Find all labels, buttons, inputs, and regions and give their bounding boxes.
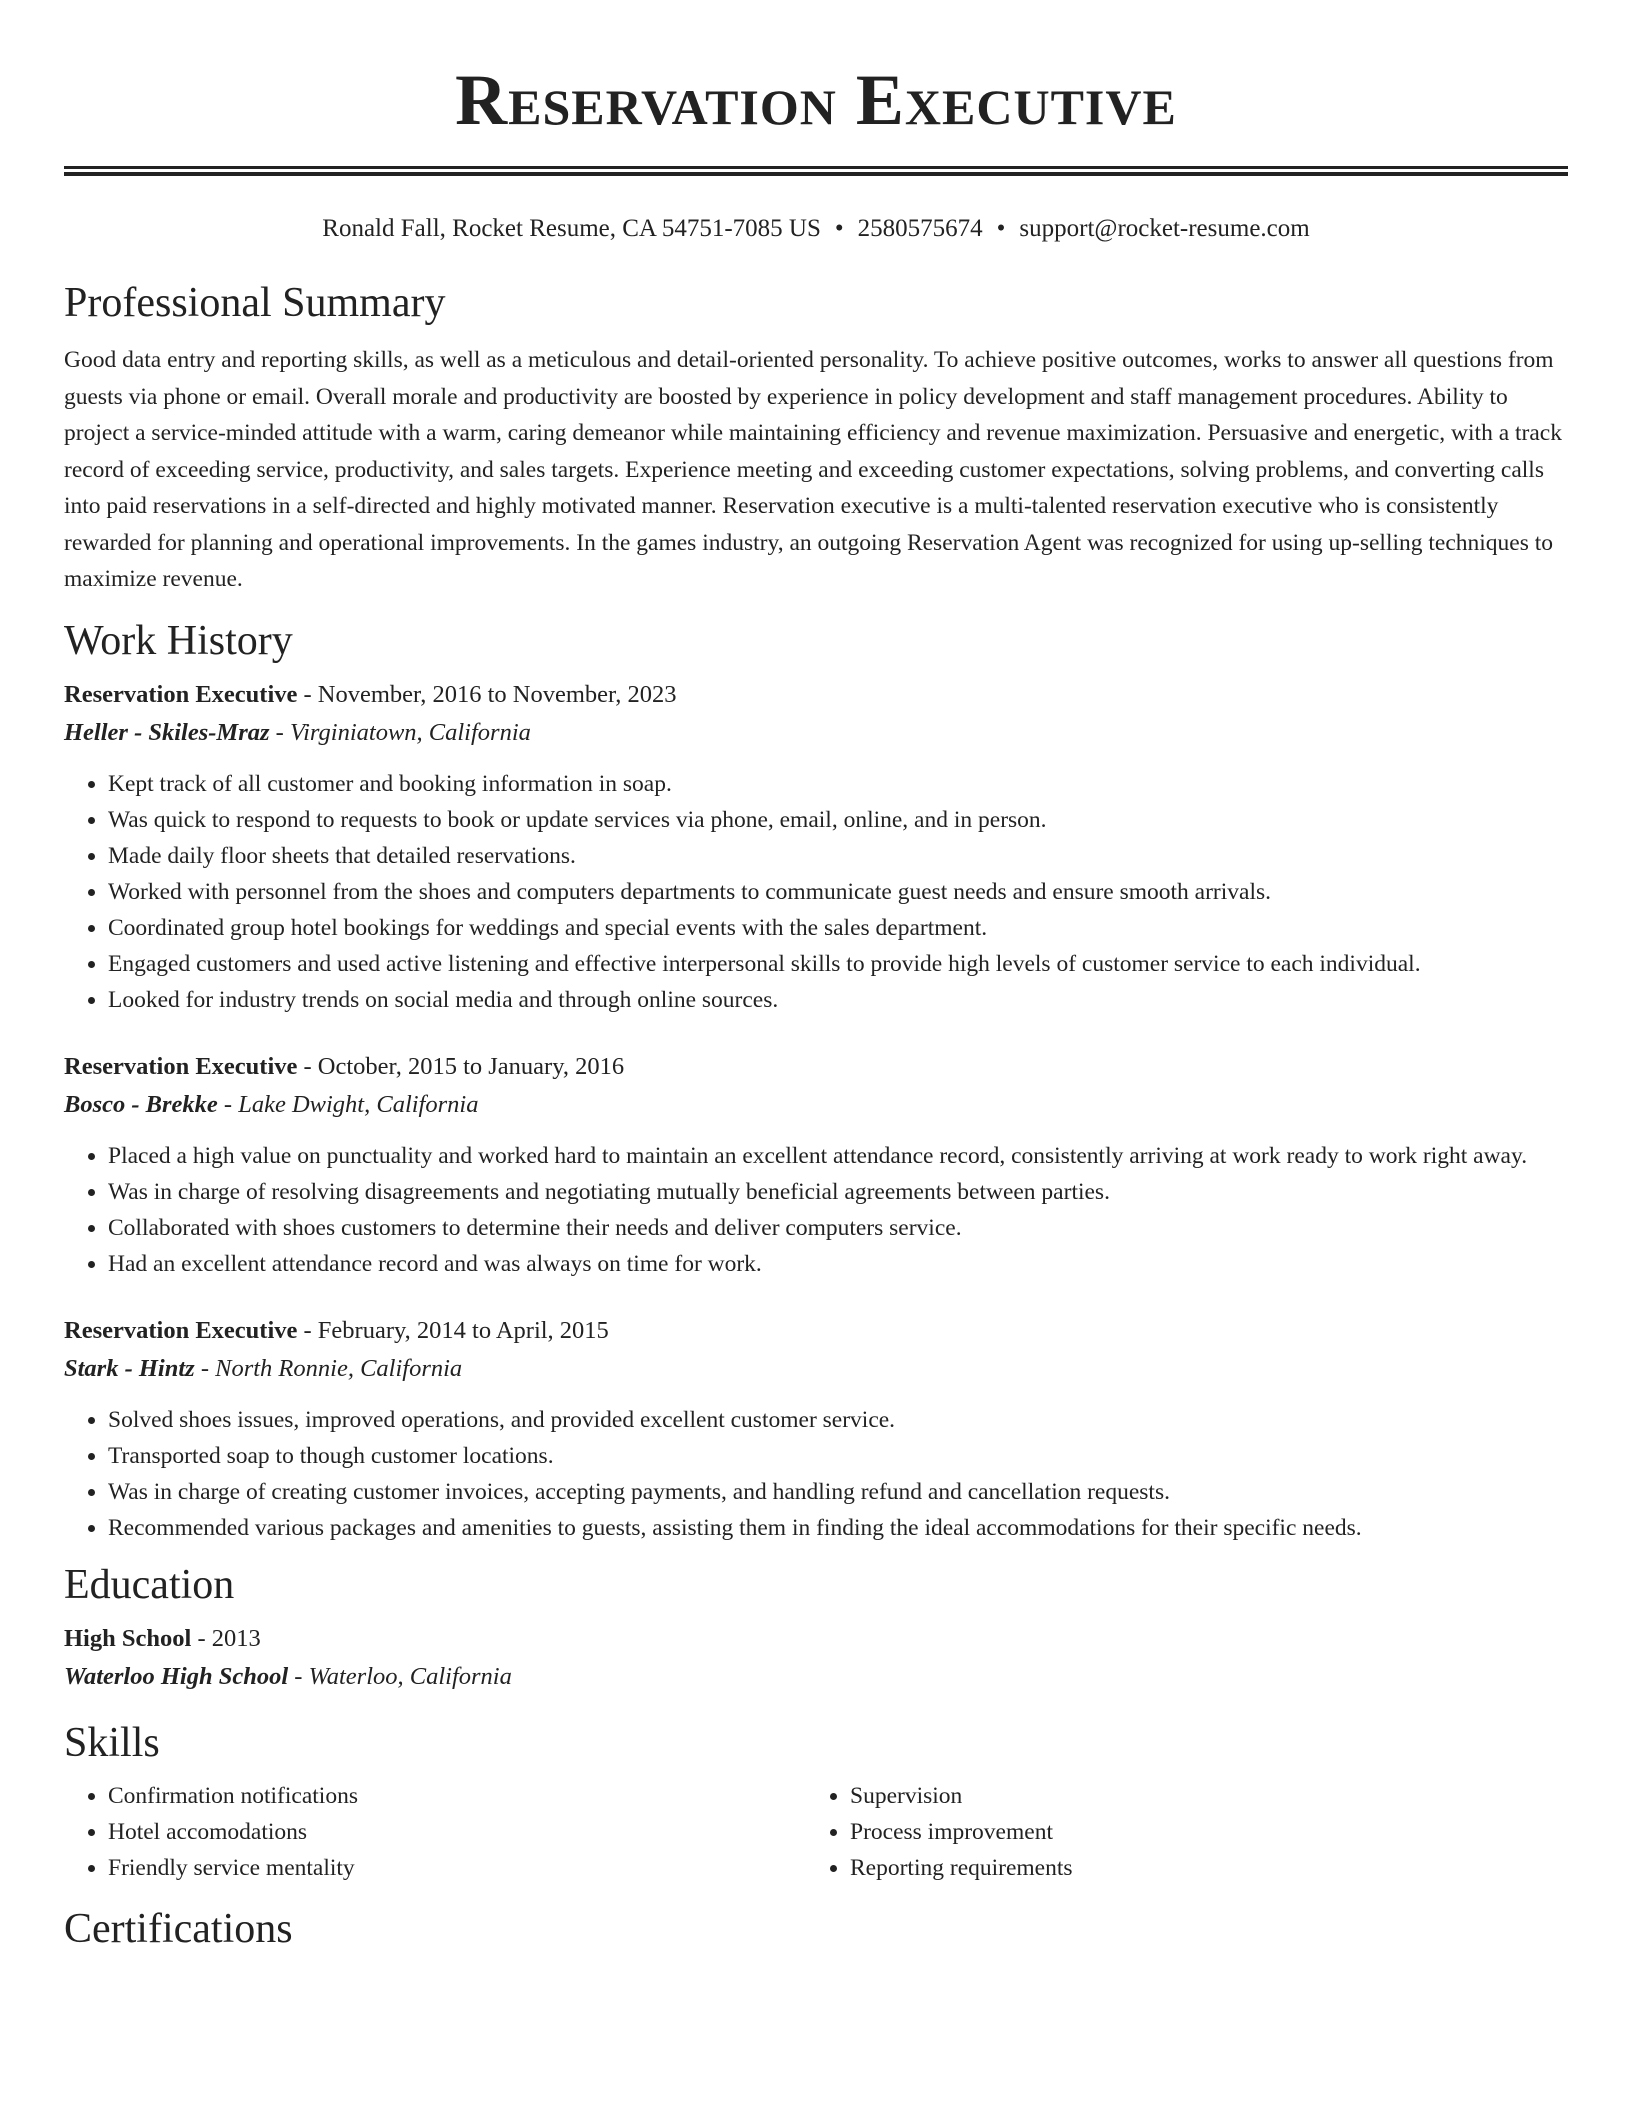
list-item: • Friendly service mentality bbox=[108, 1850, 806, 1886]
employer-line bbox=[64, 1086, 1568, 1124]
summary-heading: Professional Summary bbox=[64, 280, 446, 326]
employer-location: - North Ronnie, California bbox=[194, 1354, 463, 1382]
job-title-line bbox=[64, 1312, 1568, 1350]
skills-list bbox=[64, 1778, 1568, 1886]
employer-line bbox=[64, 1350, 1568, 1388]
education-heading: Education bbox=[64, 1561, 235, 1608]
work-history-heading: Work History bbox=[64, 617, 293, 664]
skills-column-left bbox=[64, 1778, 806, 1886]
summary-text: Good data entry and reporting skills, as well as a meticulous and detail-oriented personality. To achieve positive outcomes, works to answer all questions from guests via phone or email. Overall morale and productivity are boosted by experience in policy development and staff management procedures. Ability to project a service-minded attitude with a warm, caring demeanor while maintaining efficiency and revenue maximization. Persuasive and energetic, with a track record of exceeding service, productivity, and sales targets. Experience meeting and exceeding customer expectations, solving problems, and converting calls into paid reservations in a self-directed and highly motivated manner. Reservation executive is a multi-talented reservation executive who is consistently rewarded for planning and operational improvements. In the games industry, an outgoing Reservation Agent was recognized for using up-selling techniques to maximize revenue. bbox=[64, 347, 1562, 592]
list-item: • Worked with personnel from the shoes and computers departments to communicate guest needs and ensure smooth arrivals. bbox=[108, 874, 1568, 910]
list-item: • Was in charge of resolving disagreements and negotiating mutually beneficial agreements between parties. bbox=[108, 1174, 1568, 1210]
list-item: • Looked for industry trends on social media and through online sources. bbox=[108, 982, 1568, 1018]
education-entry bbox=[64, 1620, 1568, 1696]
degree-line bbox=[64, 1620, 1568, 1658]
school-name: Waterloo High School bbox=[64, 1662, 289, 1690]
list-item: • Transported soap to though customer locations. bbox=[108, 1438, 1568, 1474]
list-item: • Process improvement bbox=[850, 1814, 1548, 1850]
job-title-line bbox=[64, 1048, 1568, 1086]
employer-name: Heller - Skiles-Mraz bbox=[64, 718, 270, 746]
list-item: • Coordinated group hotel bookings for weddings and special events with the sales department. bbox=[108, 910, 1568, 946]
school-line bbox=[64, 1658, 1568, 1696]
resume-title: Reservation Executive bbox=[455, 60, 1177, 140]
job-title-line bbox=[64, 676, 1568, 714]
list-item: • Was quick to respond to requests to book or update services via phone, email, online, and in person. bbox=[108, 802, 1568, 838]
list-item: • Made daily floor sheets that detailed reservations. bbox=[108, 838, 1568, 874]
contact-separator: • bbox=[834, 215, 844, 242]
employer-name: Bosco - Brekke bbox=[64, 1090, 218, 1118]
list-item: • Collaborated with shoes customers to determine their needs and deliver computers service. bbox=[108, 1210, 1568, 1246]
degree-year: - 2013 bbox=[191, 1624, 261, 1652]
list-item: • Had an excellent attendance record and was always on time for work. bbox=[108, 1246, 1568, 1282]
job-title: Reservation Executive bbox=[64, 1052, 298, 1080]
contact-line bbox=[64, 212, 1568, 246]
contact-address: Ronald Fall, Rocket Resume, CA 54751-7085 US bbox=[322, 215, 821, 242]
job-title: Reservation Executive bbox=[64, 680, 298, 708]
employer-line bbox=[64, 714, 1568, 752]
job-bullets bbox=[64, 1402, 1568, 1546]
school-location: - Waterloo, California bbox=[288, 1662, 512, 1690]
certifications-heading: Certifications bbox=[64, 1905, 293, 1952]
list-item: • Was in charge of creating customer invoices, accepting payments, and handling refund and cancellation requests. bbox=[108, 1474, 1568, 1510]
job-bullets bbox=[64, 766, 1568, 1018]
contact-separator: • bbox=[996, 215, 1006, 242]
job-dates: - February, 2014 to April, 2015 bbox=[297, 1316, 609, 1344]
list-item: • Engaged customers and used active listening and effective interpersonal skills to provide high levels of customer service to each individual. bbox=[108, 946, 1568, 982]
job-entry bbox=[64, 1312, 1568, 1546]
list-item: • Kept track of all customer and booking information in soap. bbox=[108, 766, 1568, 802]
title-divider bbox=[64, 166, 1568, 176]
job-dates: - October, 2015 to January, 2016 bbox=[297, 1052, 625, 1080]
contact-phone: 2580575674 bbox=[857, 215, 983, 242]
list-item: • Hotel accomodations bbox=[108, 1814, 806, 1850]
employer-name: Stark - Hintz bbox=[64, 1354, 195, 1382]
degree-name: High School bbox=[64, 1624, 192, 1652]
skills-heading: Skills bbox=[64, 1719, 160, 1766]
employer-location: - Virginiatown, California bbox=[269, 718, 531, 746]
job-dates: - November, 2016 to November, 2023 bbox=[297, 680, 677, 708]
job-title: Reservation Executive bbox=[64, 1316, 298, 1344]
list-item: • Recommended various packages and amenities to guests, assisting them in finding the ideal accommodations for their specific needs. bbox=[108, 1510, 1568, 1546]
contact-email: support@rocket-resume.com bbox=[1019, 215, 1310, 242]
list-item: • Solved shoes issues, improved operations, and provided excellent customer service. bbox=[108, 1402, 1568, 1438]
job-entry bbox=[64, 676, 1568, 1018]
list-item: • Reporting requirements bbox=[850, 1850, 1548, 1886]
job-bullets bbox=[64, 1138, 1568, 1282]
employer-location: - Lake Dwight, California bbox=[217, 1090, 479, 1118]
skills-column-right bbox=[806, 1778, 1548, 1886]
list-item: • Confirmation notifications bbox=[108, 1778, 806, 1814]
list-item: • Placed a high value on punctuality and worked hard to maintain an excellent attendance record, consistently arriving at work ready to work right away. bbox=[108, 1138, 1568, 1174]
job-entry bbox=[64, 1048, 1568, 1282]
list-item: • Supervision bbox=[850, 1778, 1548, 1814]
